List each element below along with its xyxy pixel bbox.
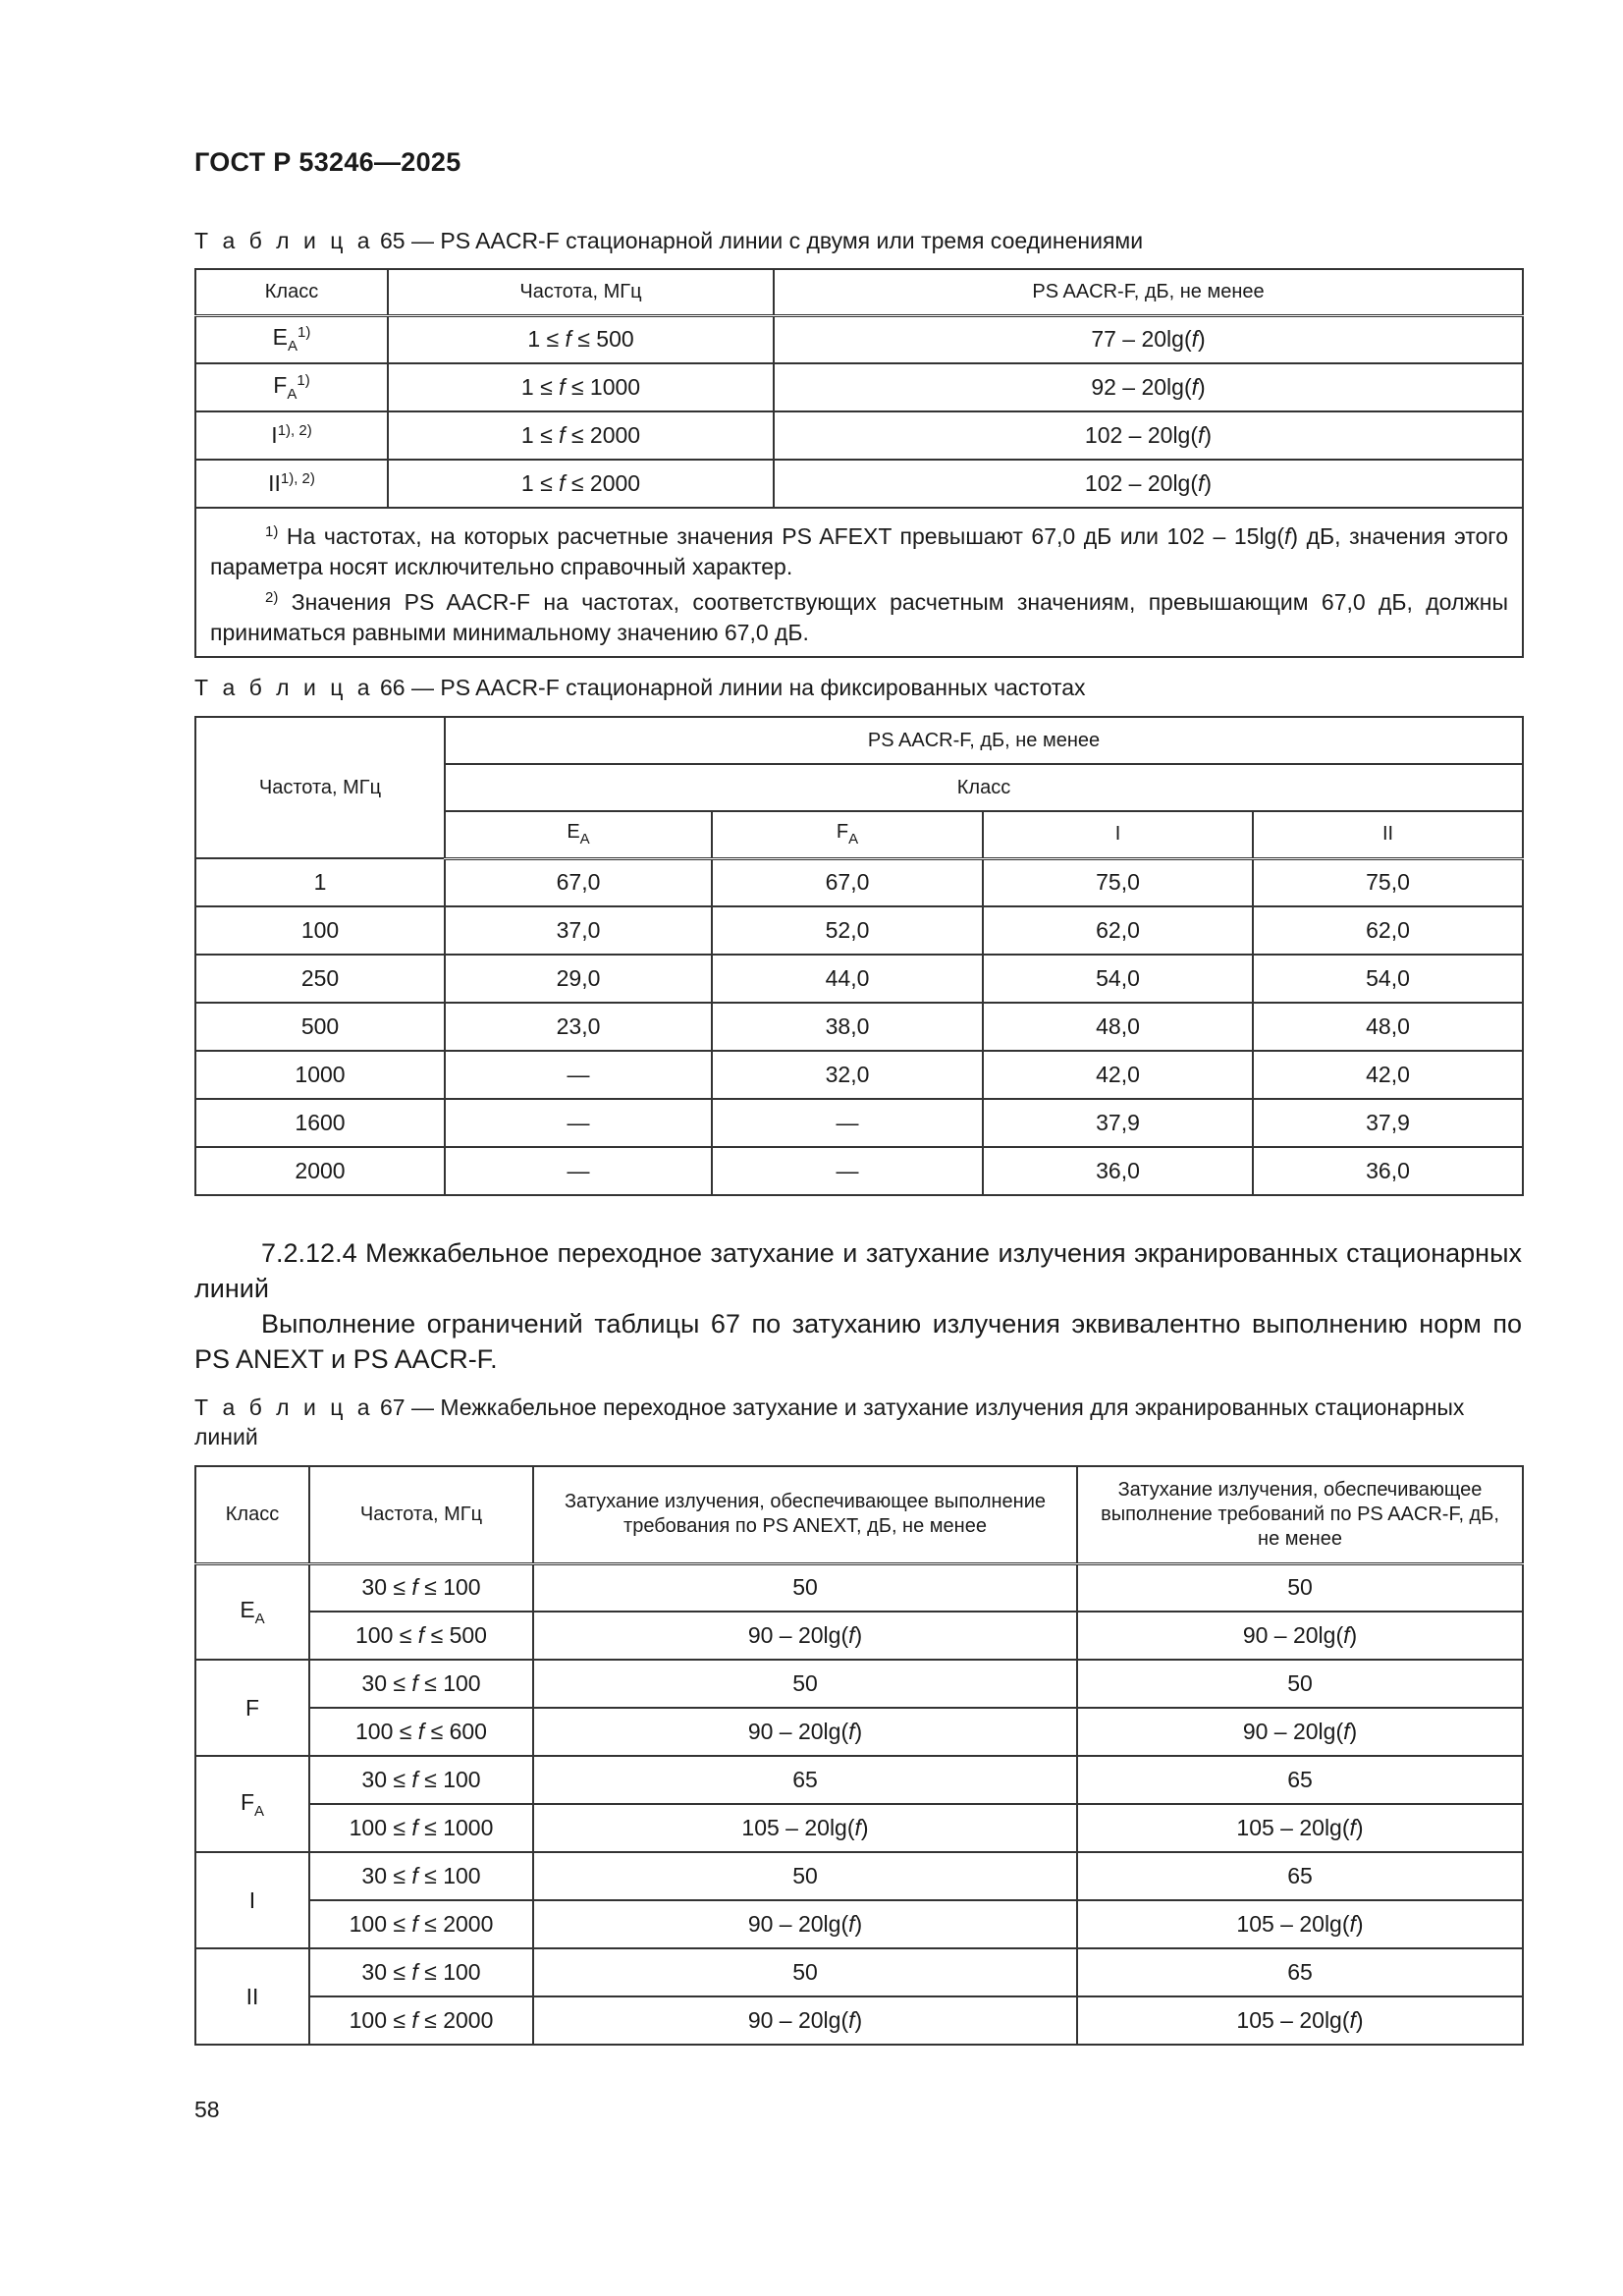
column-header: Затухание излучения, обеспечивающее выполнение требования по PS ANEXT, дБ, не менее [533,1466,1077,1563]
value-cell: 29,0 [445,955,712,1003]
anext-cell: 90 – 20lg(f) [533,1996,1077,2045]
class-letter: F [244,1694,260,1721]
value-cell: 102 – 20lg(f) [774,460,1523,508]
class-header: Класс [445,764,1523,811]
value-cell: 75,0 [983,858,1253,906]
class-subscript: A [254,1802,265,1820]
anext-cell: 50 [533,1948,1077,1996]
frequency-cell: 1 ≤ f ≤ 500 [388,315,774,363]
class-subscript: A [579,831,590,848]
value-cell: 23,0 [445,1003,712,1051]
frequency-cell: 30 ≤ f ≤ 100 [309,1660,533,1708]
frequency-cell: 100 ≤ f ≤ 600 [309,1708,533,1756]
value-cell: 36,0 [1253,1147,1523,1195]
value-cell: 52,0 [712,906,983,955]
column-header: PS AACR-F, дБ, не менее [774,269,1523,315]
table-row [195,411,1523,460]
aacr-cell: 90 – 20lg(f) [1077,1708,1523,1756]
class-letter: F [273,372,288,398]
aacr-cell: 105 – 20lg(f) [1077,1900,1523,1948]
value-cell: 38,0 [712,1003,983,1051]
frequency-cell: 100 ≤ f ≤ 2000 [309,1900,533,1948]
value-cell: 37,9 [983,1099,1253,1147]
class-subscript: A [254,1610,265,1627]
table-row [195,1948,1523,1996]
table-row [195,1099,1523,1147]
table-66 [194,716,1524,1196]
anext-cell: 90 – 20lg(f) [533,1900,1077,1948]
table-66-caption [194,673,1520,702]
value-cell: 36,0 [983,1147,1253,1195]
value-cell: 48,0 [1253,1003,1523,1051]
class-letter: E [272,324,288,351]
footnote-mark: 1), 2) [280,470,315,487]
frequency-cell: 30 ≤ f ≤ 100 [309,1852,533,1900]
section-7-2-12-4 [194,1235,1522,1377]
class-cell [195,460,388,508]
value-cell: 37,9 [1253,1099,1523,1147]
table-row [195,1563,1523,1612]
value-cell: 32,0 [712,1051,983,1099]
value-cell: 54,0 [1253,955,1523,1003]
section-heading: 7.2.12.4 Межкабельное переходное затухание и затухание излучения экранированных стационарных линий [194,1238,1522,1303]
value-cell: 48,0 [983,1003,1253,1051]
frequency-cell: 1 [195,858,445,906]
anext-cell: 50 [533,1852,1077,1900]
anext-cell: 50 [533,1660,1077,1708]
value-cell: 37,0 [445,906,712,955]
value-cell: 62,0 [983,906,1253,955]
footnote-1: $^{1)}$ На частотах, на которых расчетные значения PS AFEXT превышают 67,0 дБ или 102 – 15lg(f) дБ, значения этого параметра носят исключительно справочный характер. [210,523,1508,579]
table-row [195,1900,1523,1948]
class-cell [195,1660,309,1756]
table-67-caption [194,1393,1520,1451]
class-letter: E [567,821,580,844]
class-letter: II [245,1983,259,2009]
class-letter: F [240,1788,255,1815]
table-row [195,1852,1523,1900]
frequency-cell: 100 ≤ f ≤ 1000 [309,1804,533,1852]
class-letter: F [836,821,849,844]
value-cell: 77 – 20lg(f) [774,315,1523,363]
aacr-cell: 105 – 20lg(f) [1077,1804,1523,1852]
value-cell: — [445,1051,712,1099]
class-cell [195,1852,309,1948]
value-cell: — [445,1147,712,1195]
aacr-cell: 50 [1077,1660,1523,1708]
caption-text: 65 — PS AACR-F стационарной линии с двумя или тремя соединениями [379,228,1144,253]
table-row [195,955,1523,1003]
value-cell: — [445,1099,712,1147]
table-row [195,1804,1523,1852]
anext-cell: 90 – 20lg(f) [533,1708,1077,1756]
table-row [195,906,1523,955]
footnote-2: $^{2)}$ Значения PS AACR-F на частотах, соответствующих расчетным значениям, превышающим 67,0 дБ, должны приниматься равными минимальному значению 67,0 дБ. [210,589,1508,645]
table-row [195,1660,1523,1708]
frequency-cell: 30 ≤ f ≤ 100 [309,1756,533,1804]
value-cell: 67,0 [445,858,712,906]
table-67 [194,1465,1524,2046]
class-cell [195,1756,309,1852]
table-row [195,315,1523,363]
column-header: Затухание излучения, обеспечивающее выполнение требований по PS AACR-F, дБ, не менее [1077,1466,1523,1563]
aacr-cell: 65 [1077,1852,1523,1900]
class-cell [195,1948,309,2045]
frequency-cell: 100 [195,906,445,955]
footnote-mark: 1), 2) [277,422,312,439]
table-row [195,1996,1523,2045]
table-65-caption [194,226,1520,255]
class-letter: I [271,422,278,448]
value-cell: 42,0 [983,1051,1253,1099]
value-cell: 42,0 [1253,1051,1523,1099]
value-cell: 92 – 20lg(f) [774,363,1523,411]
frequency-cell: 1600 [195,1099,445,1147]
table-row [195,1147,1523,1195]
column-header: Частота, МГц [388,269,774,315]
aacr-cell: 50 [1077,1563,1523,1612]
table-row [195,1756,1523,1804]
class-subscript: A [287,386,298,403]
column-header: Класс [195,269,388,315]
anext-cell: 65 [533,1756,1077,1804]
value-cell: 102 – 20lg(f) [774,411,1523,460]
class-cell [195,411,388,460]
frequency-cell: 100 ≤ f ≤ 500 [309,1612,533,1660]
caption-label: Т а б л и ц а [194,675,374,700]
class-column-header [445,811,712,858]
frequency-cell: 30 ≤ f ≤ 100 [309,1563,533,1612]
page-number: 58 [194,2097,220,2122]
class-letter: I [248,1886,256,1913]
frequency-cell: 1 ≤ f ≤ 1000 [388,363,774,411]
frequency-cell: 30 ≤ f ≤ 100 [309,1948,533,1996]
aacr-cell: 90 – 20lg(f) [1077,1612,1523,1660]
caption-text: 67 — Межкабельное переходное затухание и затухание излучения для экранированных стационарных линий [194,1394,1465,1449]
class-column-header [712,811,983,858]
frequency-cell: 2000 [195,1147,445,1195]
anext-cell: 50 [533,1563,1077,1612]
value-cell: — [712,1099,983,1147]
class-letter: I [1114,823,1121,846]
section-text: Выполнение ограничений таблицы 67 по затуханию излучения эквивалентно выполнению норм по PS ANEXT и PS AACR-F. [194,1309,1522,1374]
class-cell [195,315,388,363]
aacr-cell: 105 – 20lg(f) [1077,1996,1523,2045]
value-cell: — [712,1147,983,1195]
value-cell: 54,0 [983,955,1253,1003]
table-row [195,1612,1523,1660]
value-cell: 67,0 [712,858,983,906]
table-65-notes [195,508,1523,657]
table-row [195,363,1523,411]
table-row [195,1003,1523,1051]
column-header: Класс [195,1466,309,1563]
class-column-header [1253,811,1523,858]
caption-text: 66 — PS AACR-F стационарной линии на фиксированных частотах [379,675,1086,700]
class-letter: E [240,1596,255,1622]
group-header: PS AACR-F, дБ, не менее [445,717,1523,764]
class-cell [195,1563,309,1660]
document-header: ГОСТ Р 53246—2025 [194,147,461,177]
frequency-cell: 500 [195,1003,445,1051]
frequency-cell: 100 ≤ f ≤ 2000 [309,1996,533,2045]
class-subscript: A [848,831,859,848]
table-row [195,858,1523,906]
class-column-header [983,811,1253,858]
table-row [195,460,1523,508]
caption-label: Т а б л и ц а [194,1394,374,1420]
frequency-cell: 250 [195,955,445,1003]
anext-cell: 105 – 20lg(f) [533,1804,1077,1852]
frequency-header: Частота, МГц [195,717,445,858]
value-cell: 44,0 [712,955,983,1003]
table-row [195,1708,1523,1756]
table-65 [194,268,1524,658]
class-cell [195,363,388,411]
class-subscript: A [287,338,298,355]
anext-cell: 90 – 20lg(f) [533,1612,1077,1660]
caption-label: Т а б л и ц а [194,228,374,253]
class-letter: II [1381,823,1394,846]
class-letter: II [268,470,281,496]
column-header: Частота, МГц [309,1466,533,1563]
aacr-cell: 65 [1077,1948,1523,1996]
footnote-mark: 1) [297,372,310,389]
footnote-mark: 1) [298,324,311,342]
value-cell: 62,0 [1253,906,1523,955]
frequency-cell: 1 ≤ f ≤ 2000 [388,411,774,460]
frequency-cell: 1 ≤ f ≤ 2000 [388,460,774,508]
aacr-cell: 65 [1077,1756,1523,1804]
table-row [195,1051,1523,1099]
value-cell: 75,0 [1253,858,1523,906]
frequency-cell: 1000 [195,1051,445,1099]
